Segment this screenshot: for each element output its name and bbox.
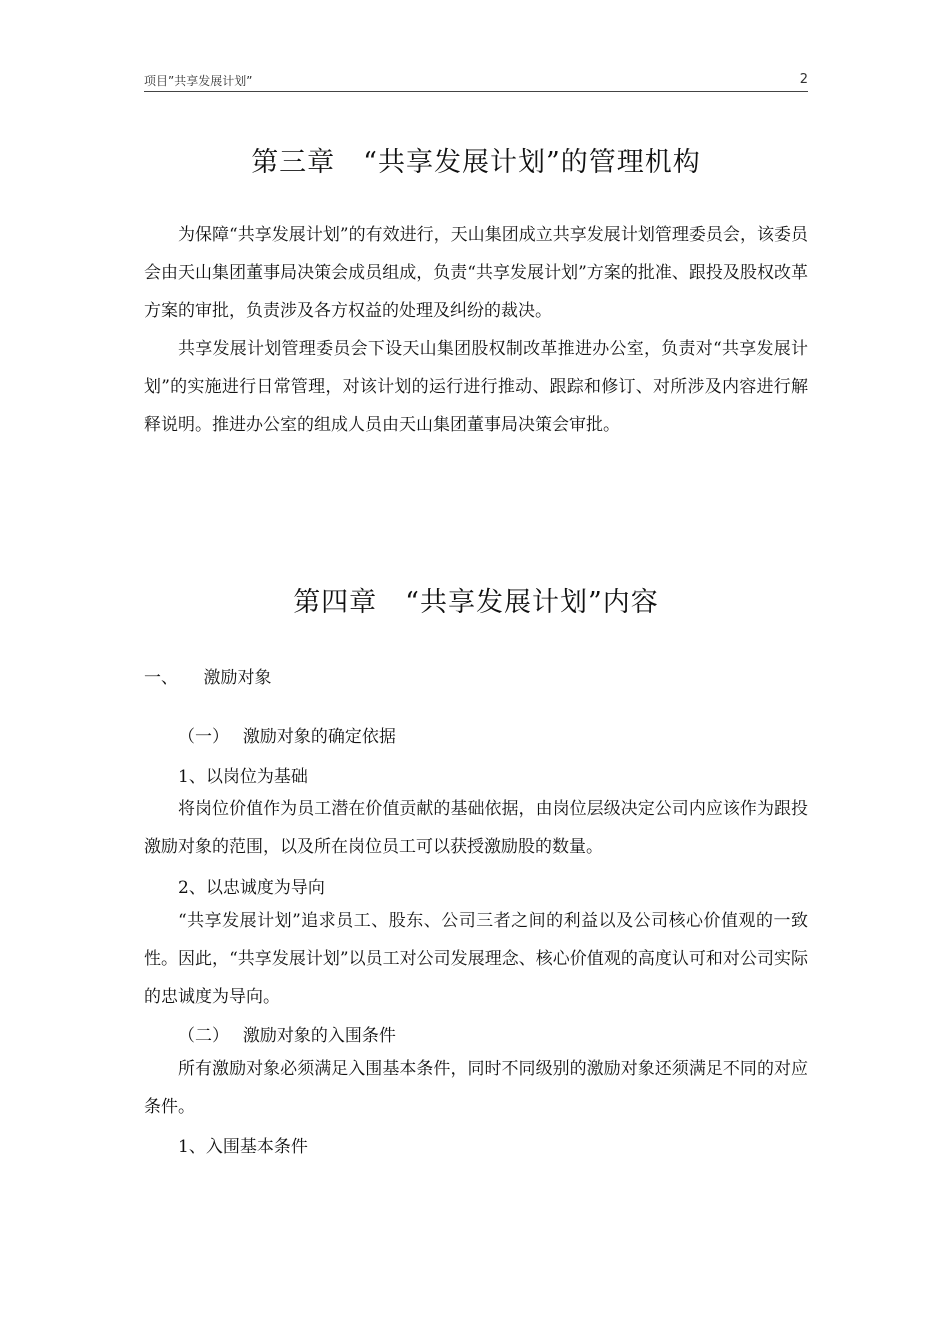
item-position-based-text: 将岗位价值作为员工潜在价值贡献的基础依据，由岗位层级决定公司内应该作为跟投激励对象的范围，以及所在岗位员工可以获授激励股的数量。 bbox=[144, 799, 808, 857]
chapter-4-title: 第四章 “共享发展计划”内容 bbox=[293, 587, 659, 618]
chapter-3-paragraph-1: 为保障“共享发展计划”的有效进行，天山集团成立共享发展计划管理委员会，该委员会由天山集团董事局决策会成员组成，负责“共享发展计划”方案的批准、跟投及股权改革方案的审批，负责涉及各方权益的处理及纠纷的裁决。 bbox=[144, 225, 808, 321]
item-loyalty-oriented: 2、以忠诚度为导向 bbox=[178, 878, 325, 898]
header-divider bbox=[144, 91, 808, 92]
subsection-conditions-heading: （二） 激励对象的入围条件 bbox=[178, 1026, 396, 1046]
section-heading-incentive-targets: 一、 激励对象 bbox=[144, 668, 272, 688]
page-number: 2 bbox=[799, 72, 808, 87]
item-loyalty-oriented-text: “共享发展计划”追求员工、股东、公司三者之间的利益以及公司核心价值观的一致性。因此，“共享发展计划”以员工对公司发展理念、核心价值观的高度认可和对公司实际的忠诚度为导向。 bbox=[144, 911, 808, 1007]
subsection-conditions-text: 所有激励对象必须满足入围基本条件，同时不同级别的激励对象还须满足不同的对应条件。 bbox=[144, 1059, 808, 1117]
chapter-3-paragraph-2: 共享发展计划管理委员会下设天山集团股权制改革推进办公室，负责对“共享发展计划”的实施进行日常管理，对该计划的运行进行推动、跟踪和修订、对所涉及内容进行解释说明。推进办公室的组成人员由天山集团董事局决策会审批。 bbox=[144, 339, 808, 435]
item-position-based: 1、以岗位为基础 bbox=[178, 767, 308, 787]
chapter-3-title: 第三章 “共享发展计划”的管理机构 bbox=[251, 147, 701, 178]
page-header bbox=[144, 72, 808, 92]
subsection-basis-heading: （一） 激励对象的确定依据 bbox=[178, 727, 396, 747]
header-title: 项目”共享发展计划” bbox=[144, 74, 253, 88]
item-basic-conditions: 1、入围基本条件 bbox=[178, 1137, 308, 1157]
